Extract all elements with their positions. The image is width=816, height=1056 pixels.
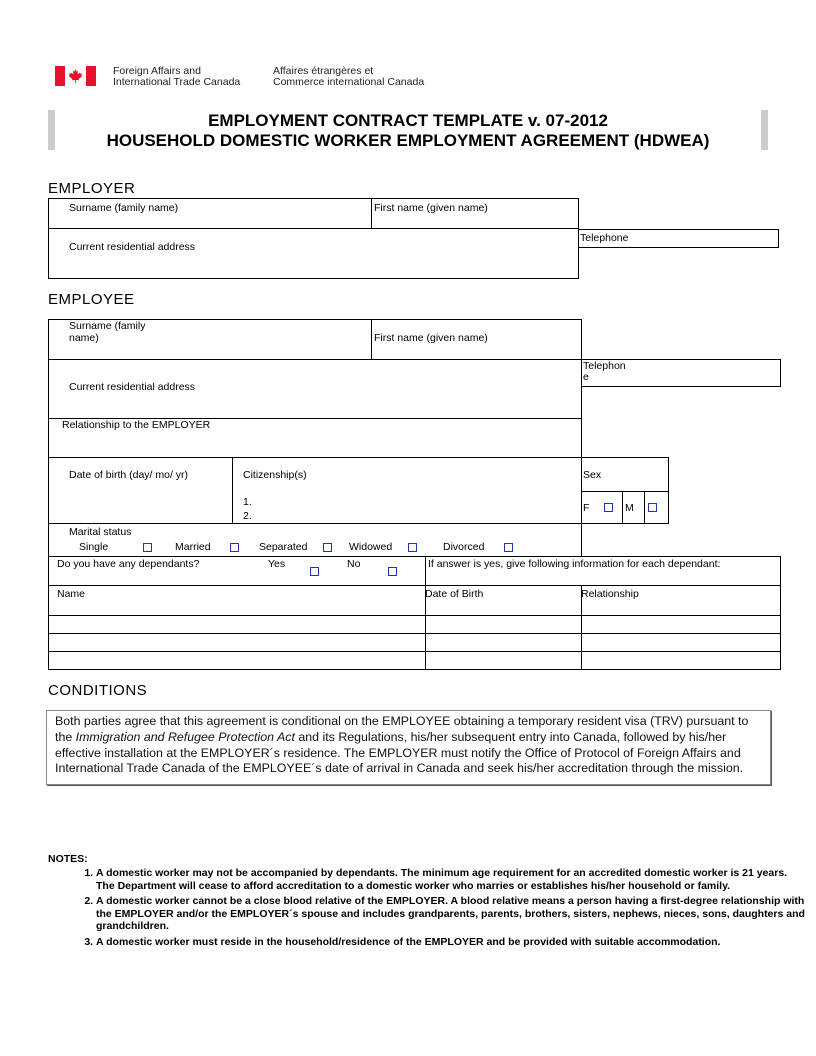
- col-header-name: Name: [57, 588, 86, 600]
- dependants-yes-label: Yes: [268, 558, 286, 570]
- telephone-line2: e: [583, 371, 589, 383]
- surname-line1: Surname (family: [69, 320, 146, 332]
- citizenship-1[interactable]: 1.: [243, 496, 252, 508]
- dept-fr-line2: Commerce international Canada: [273, 76, 425, 88]
- employee-surname-field[interactable]: [69, 320, 145, 344]
- conditions-act-name: Immigration and Refugee Protection Act: [75, 729, 295, 744]
- divider: [48, 228, 579, 229]
- divider: [48, 359, 582, 360]
- sex-f-label: F: [583, 502, 590, 514]
- marital-widowed-label: Widowed: [349, 541, 393, 553]
- marital-separated-checkbox[interactable]: [323, 543, 332, 552]
- sex-m-checkbox[interactable]: [648, 503, 657, 512]
- marital-separated-label: Separated: [259, 541, 308, 553]
- divider: [371, 198, 372, 229]
- employer-surname-field[interactable]: Surname (family name): [69, 202, 179, 214]
- dept-en-line2: International Trade Canada: [113, 76, 241, 88]
- dependant-row-2[interactable]: [49, 634, 780, 650]
- employee-citizenship-field[interactable]: Citizenship(s): [243, 469, 307, 481]
- employee-telephone-label: [583, 361, 626, 383]
- col-header-relationship: Relationship: [581, 588, 639, 600]
- marital-single-checkbox[interactable]: [143, 543, 152, 552]
- divider: [622, 491, 623, 524]
- dependants-question: Do you have any dependants?: [57, 558, 200, 570]
- employer-telephone-label: Telephone: [580, 232, 629, 244]
- employee-address-field[interactable]: Current residential address: [69, 381, 196, 393]
- employee-relationship-field[interactable]: Relationship to the EMPLOYER: [62, 419, 211, 431]
- dept-en-line1: Foreign Affairs and: [113, 65, 201, 77]
- page-title-line2: HOUSEHOLD DOMESTIC WORKER EMPLOYMENT AGREEMENT (HDWEA): [106, 131, 710, 150]
- divider: [48, 585, 781, 586]
- marital-married-checkbox[interactable]: [230, 543, 239, 552]
- employee-first-name-field[interactable]: First name (given name): [374, 332, 488, 344]
- divider: [48, 457, 582, 458]
- notes-heading: NOTES:: [48, 853, 88, 865]
- divider: [581, 491, 669, 492]
- sex-label: Sex: [583, 469, 602, 481]
- dependant-row-3[interactable]: [49, 652, 780, 669]
- divider: [644, 491, 645, 524]
- conditions-text: [55, 714, 767, 777]
- dependants-no-label: No: [347, 558, 361, 570]
- department-name-en: [113, 66, 240, 88]
- employer-first-name-field[interactable]: First name (given name): [374, 202, 488, 214]
- col-header-dob: Date of Birth: [425, 588, 484, 600]
- employee-heading: EMPLOYEE: [48, 291, 135, 308]
- page-title-line1: EMPLOYMENT CONTRACT TEMPLATE v. 07-2012: [208, 111, 608, 130]
- sex-f-checkbox[interactable]: [604, 503, 613, 512]
- employee-dob-field[interactable]: Date of birth (day/ mo/ yr): [69, 469, 189, 481]
- note-item-2: 2. A domestic worker cannot be a close blood relative of the EMPLOYER. A blood relative means a person having a first-degree relationship with the EMPLOYER and/or the EMPLOYER´s spouse and includes grandparents, parents, brothers, sisters, nephews, nieces, sons, daughters and grandchildren.: [96, 895, 806, 933]
- marital-divorced-checkbox[interactable]: [504, 543, 513, 552]
- employer-address-field[interactable]: Current residential address: [69, 241, 196, 253]
- citizenship-2[interactable]: 2.: [243, 510, 252, 522]
- divider: [371, 319, 372, 360]
- dependant-row-1[interactable]: [49, 616, 780, 632]
- dependants-info-label: If answer is yes, give following information for each dependant:: [428, 558, 721, 570]
- conditions-text-part2: and its Regulations, his/her subsequent entry into Canada, followed by his/her effective installation at the EMPLOYER´s residence. The EMPLOYER must notify the Office of Protocol of Foreign Affairs and International Trade Canada of the EMPLOYEE´s date of arrival in Canada and seek his/her accreditation through the mission.: [55, 729, 744, 776]
- note-item-3: 3. A domestic worker must reside in the household/residence of the EMPLOYER and be provided with suitable accommodation.: [96, 936, 806, 949]
- notes-list: [48, 867, 806, 951]
- marital-widowed-checkbox[interactable]: [408, 543, 417, 552]
- telephone-line1: Telephon: [583, 360, 626, 372]
- marital-divorced-label: Divorced: [443, 541, 485, 553]
- department-name-fr: [273, 66, 424, 88]
- note-item-1: 1. A domestic worker may not be accompanied by dependants. The minimum age requirement for an accredited domestic worker is 21 years. The Department will cease to afford accreditation to a domestic worker who marries or establishes his/her household or family.: [96, 867, 806, 892]
- canada-flag-icon: [55, 66, 96, 86]
- sex-m-label: M: [625, 502, 634, 514]
- employer-heading: EMPLOYER: [48, 180, 136, 197]
- dependants-yes-checkbox[interactable]: [310, 567, 319, 576]
- conditions-heading: CONDITIONS: [48, 682, 148, 699]
- marital-single-label: Single: [79, 541, 109, 553]
- divider: [232, 457, 233, 524]
- surname-line2: name): [69, 332, 99, 344]
- marital-married-label: Married: [175, 541, 211, 553]
- dept-fr-line1: Affaires étrangères et: [273, 65, 374, 77]
- conditions-text-part1: Both parties agree that this agreement is conditional on the EMPLOYEE obtaining a temporary resident visa (TRV) pursuant to the: [55, 714, 749, 744]
- marital-status-label: Marital status: [69, 526, 132, 538]
- dependants-no-checkbox[interactable]: [388, 567, 397, 576]
